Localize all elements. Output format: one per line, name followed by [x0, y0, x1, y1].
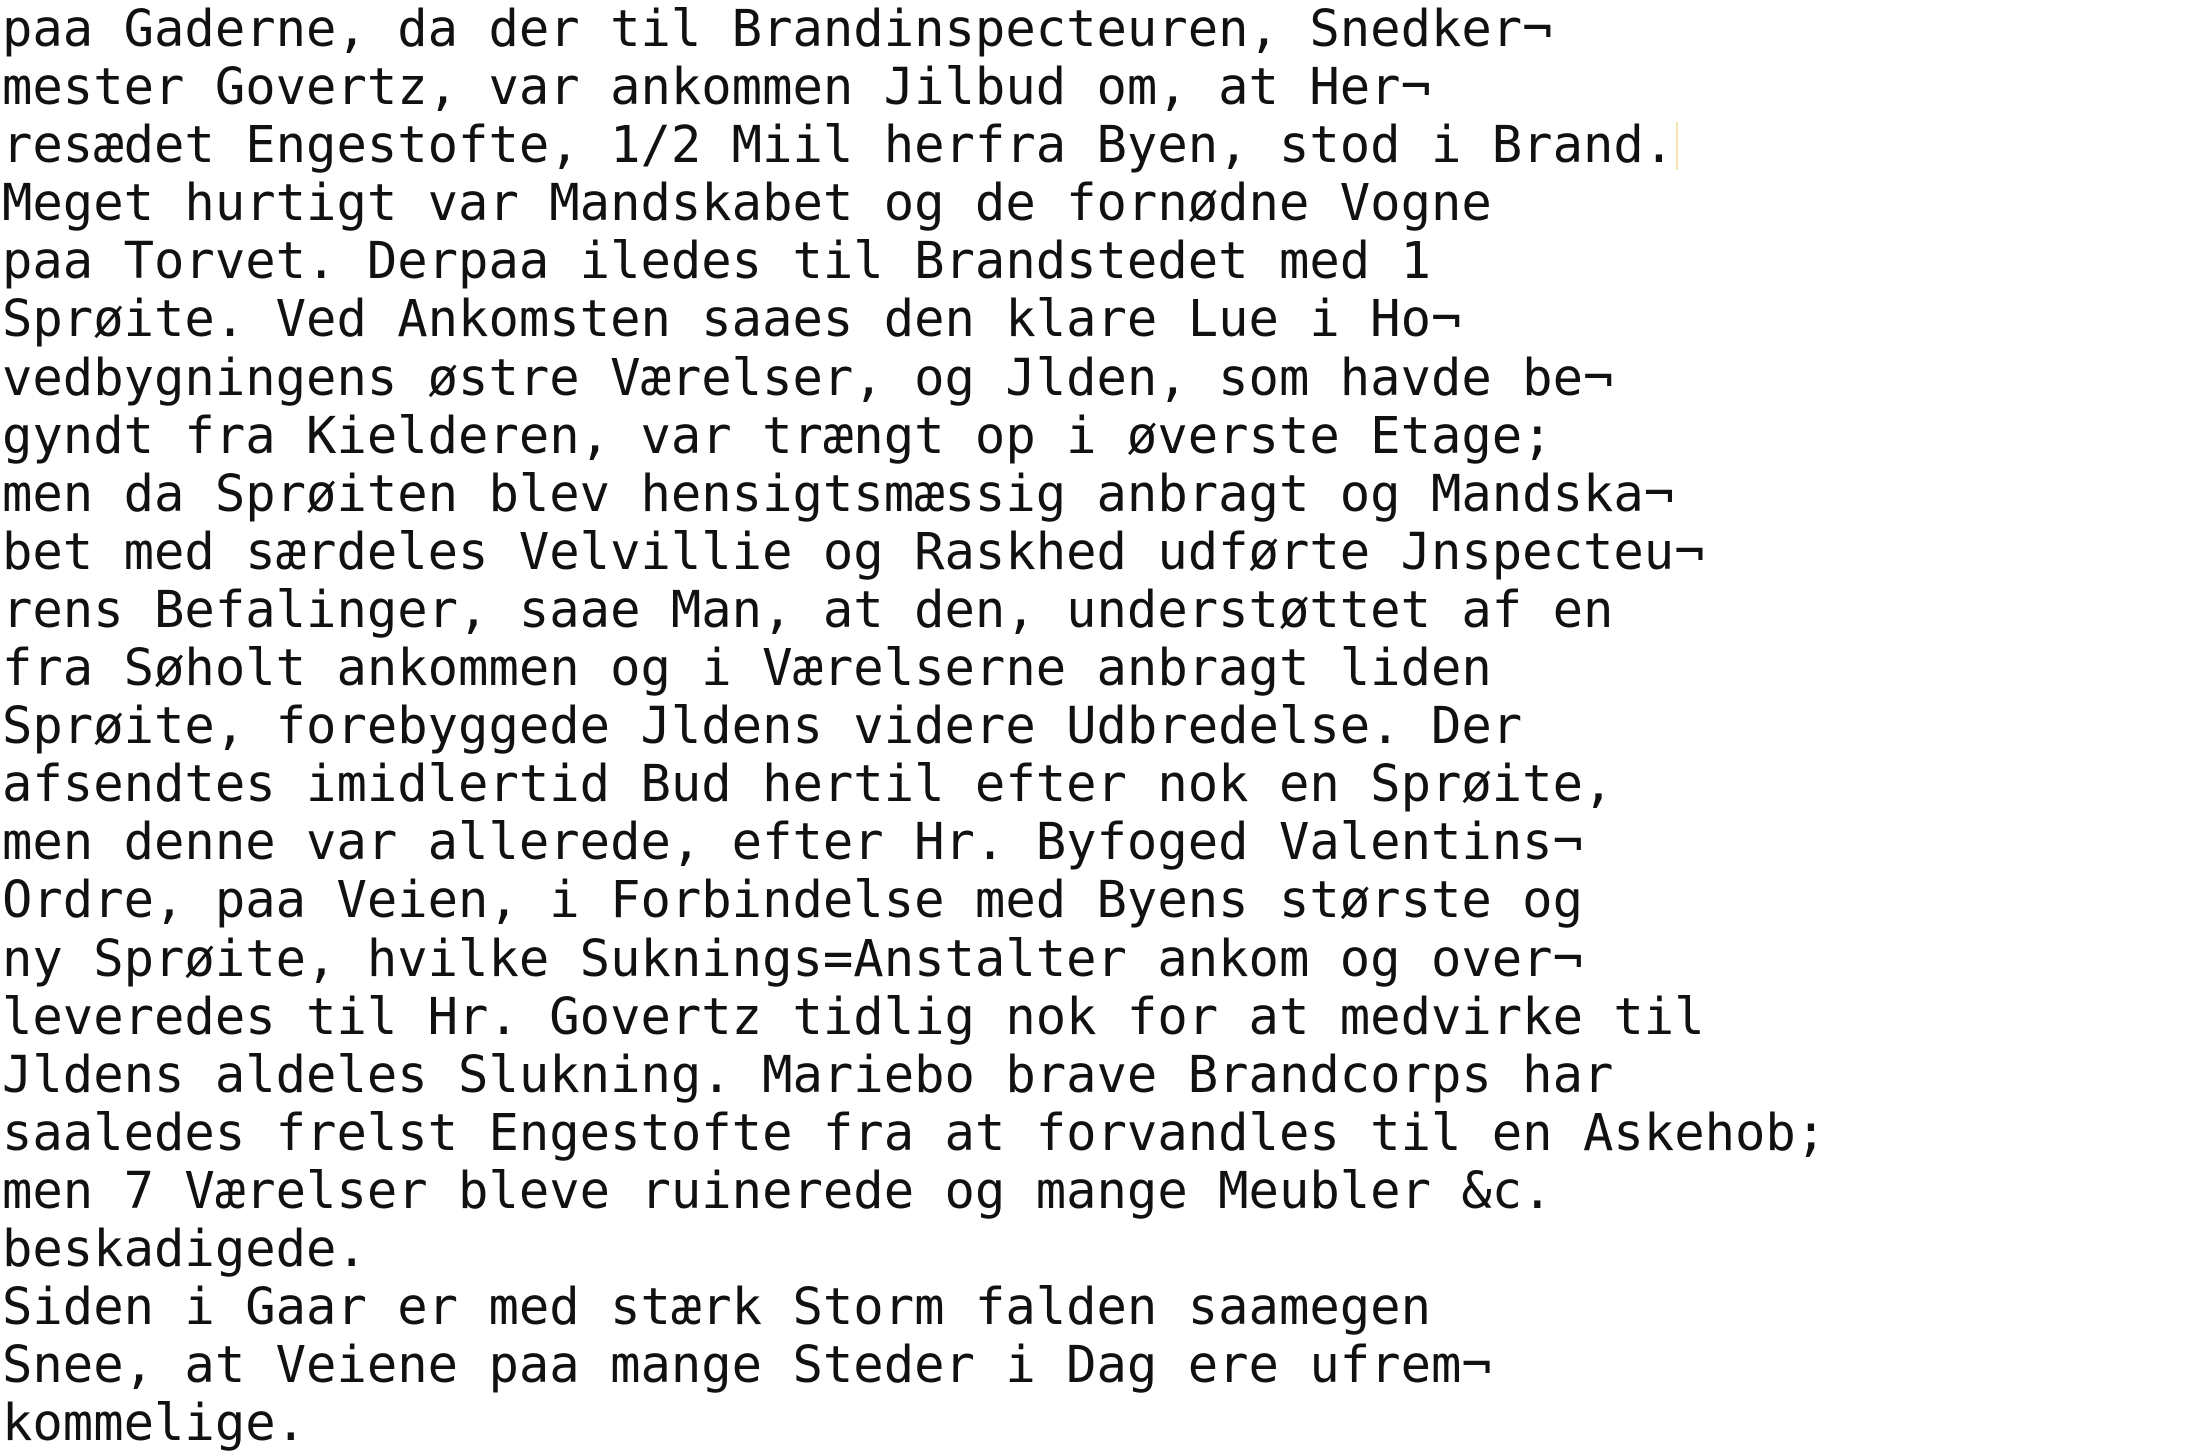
text-line-22: beskadigede.: [2, 1218, 367, 1278]
text-line-12: fra Søholt ankommen og i Værelserne anbragt liden: [2, 638, 1492, 698]
text-line-15: men denne var allerede, efter Hr. Byfoged Valentins¬: [2, 812, 1583, 872]
text-line-20: saaledes frelst Engestofte fra at forvandles til en Askehob;: [2, 1102, 1827, 1162]
text-line-4: Meget hurtigt var Mandskabet og de fornødne Vogne: [2, 173, 1492, 233]
text-line-9: men da Sprøiten blev hensigtsmæssig anbragt og Mandska¬: [2, 463, 1675, 523]
text-line-18: leveredes til Hr. Govertz tidlig nok for at medvirke til: [2, 986, 1705, 1046]
text-line-17: ny Sprøite, hvilke Suknings=Anstalter ankom og over¬: [2, 928, 1583, 988]
text-line-6: Sprøite. Ved Ankomsten saaes den klare Lue i Ho¬: [2, 289, 1462, 349]
text-line-10: bet med særdeles Velvillie og Raskhed udførte Jnspecteu¬: [2, 521, 1705, 581]
text-line-24: Snee, at Veiene paa mange Steder i Dag ere ufrem¬: [2, 1335, 1492, 1395]
text-line-21: men 7 Værelser bleve ruinerede og mange Meubler &c.: [2, 1160, 1553, 1220]
text-line-25: kommelige.: [2, 1393, 307, 1452]
text-line-14: afsendtes imidlertid Bud hertil efter nok en Sprøite,: [2, 754, 1614, 814]
text-line-1: paa Gaderne, da der til Brandinspecteuren, Snedker¬: [2, 0, 1553, 58]
text-line-11: rens Befalinger, saae Man, at den, understøttet af en: [2, 579, 1614, 639]
text-line-5: paa Torvet. Derpaa iledes til Brandstedet med 1: [2, 231, 1431, 291]
text-line-8: gyndt fra Kielderen, var trængt op i øverste Etage;: [2, 405, 1553, 465]
text-line-3-content: resædet Engestofte, 1/2 Miil herfra Byen, stod i Brand.: [2, 115, 1675, 175]
text-line-7: vedbygningens østre Værelser, og Jlden, som havde be¬: [2, 347, 1614, 407]
text-line-3: [2, 116, 2190, 174]
text-line-2: mester Govertz, var ankommen Jilbud om, at Her¬: [2, 57, 1431, 117]
text-line-19: Jldens aldeles Slukning. Mariebo brave Brandcorps har: [2, 1044, 1614, 1104]
text-line-23: Siden i Gaar er med stærk Storm falden saamegen: [2, 1277, 1431, 1337]
text-caret: [1676, 122, 1678, 170]
text-line-13: Sprøite, forebyggede Jldens videre Udbredelse. Der: [2, 696, 1523, 756]
text-line-16: Ordre, paa Veien, i Forbindelse med Byens største og: [2, 870, 1583, 930]
